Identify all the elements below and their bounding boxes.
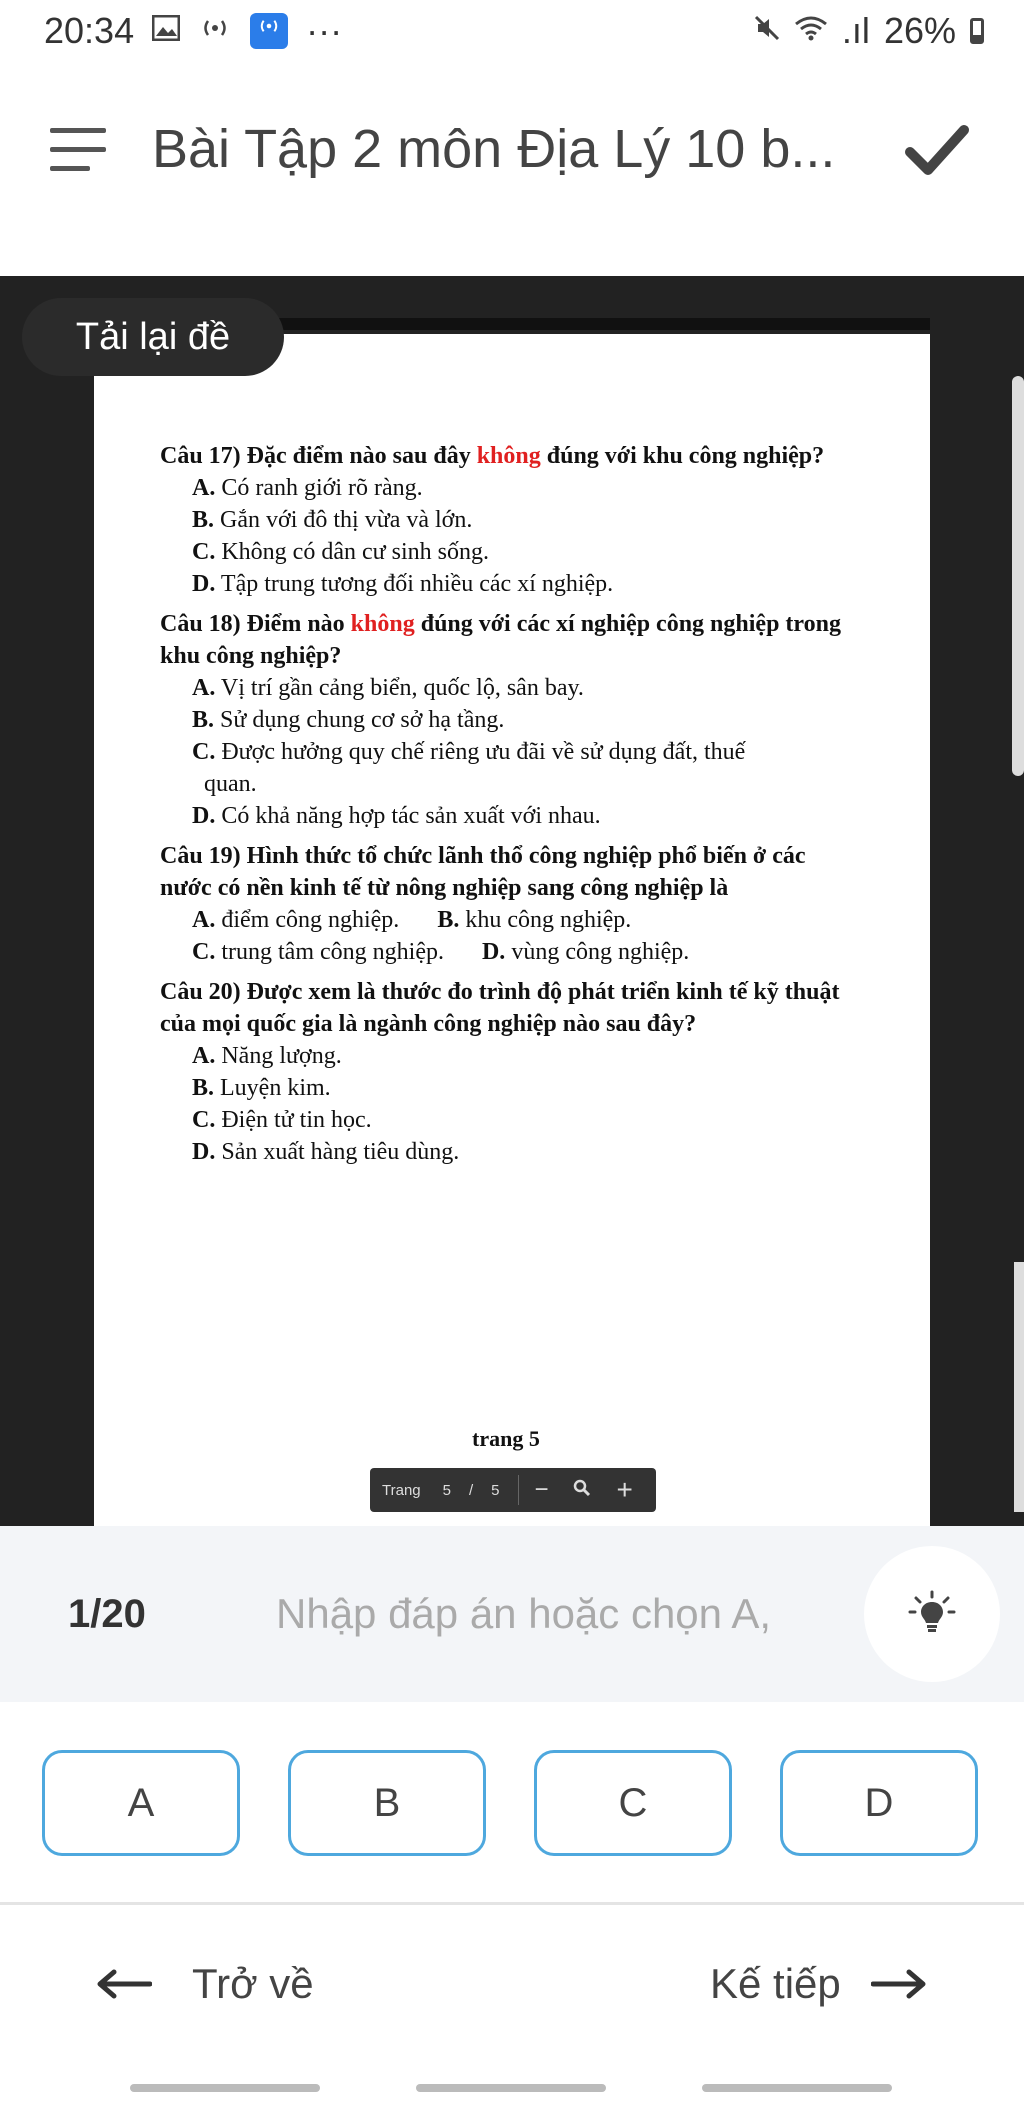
pager-divider [518, 1475, 519, 1505]
hotspot-icon [198, 15, 232, 48]
zoom-out-button[interactable]: − [534, 1476, 549, 1503]
option: A. Có ranh giới rõ ràng. [192, 475, 423, 501]
option: C. Điện tử tin học. [192, 1107, 372, 1133]
lightbulb-icon [908, 1590, 956, 1638]
question-counter: 1/20 [68, 1592, 146, 1636]
option-row: C. trung tâm công nghiệp. D. vùng công nghiệp. [192, 939, 690, 965]
choice-d-button[interactable]: D [780, 1750, 978, 1856]
page-title: Bài Tập 2 môn Địa Lý 10 b... [152, 119, 836, 179]
status-bar [0, 0, 1024, 62]
pager-current[interactable]: 5 [442, 1481, 451, 1499]
arrow-right-icon [871, 1969, 927, 1999]
exam-content [160, 432, 860, 1168]
option: B. Luyện kim. [192, 1075, 331, 1101]
pager-separator: / [468, 1481, 474, 1499]
choice-b-button[interactable]: B [288, 1750, 486, 1856]
page-top-edge [250, 318, 930, 330]
battery-level: 26% [883, 10, 956, 51]
clock: 20:34 [44, 10, 135, 51]
option-continuation: quan. [204, 771, 257, 797]
page-footer: trang 5 [472, 1426, 540, 1451]
option: B. Gắn với đô thị vừa và lớn. [192, 507, 473, 533]
arrow-left-icon [96, 1969, 152, 1999]
answer-input[interactable] [276, 1584, 836, 1644]
option: D. Sản xuất hàng tiêu dùng. [192, 1139, 460, 1165]
reload-exam-button[interactable]: Tải lại đề [22, 298, 284, 376]
option-row: A. điểm công nghiệp. B. khu công nghiệp. [192, 907, 632, 933]
wifi-icon [794, 15, 828, 48]
option: A. Năng lượng. [192, 1043, 342, 1069]
battery-icon [970, 18, 984, 44]
choice-a-button[interactable]: A [42, 1750, 240, 1856]
zoom-icon[interactable] [573, 1479, 591, 1502]
zoom-in-button[interactable]: + [616, 1474, 633, 1505]
mute-icon [754, 15, 780, 48]
option: C. Không có dân cư sinh sống. [192, 539, 489, 565]
pager-total: 5 [491, 1481, 500, 1499]
next-button[interactable] [710, 1960, 927, 2008]
option: D. Tập trung tương đối nhiều các xí nghiệp. [192, 571, 614, 597]
gallery-icon [152, 15, 180, 48]
back-label: Trở về [192, 1960, 314, 2007]
next-label: Kế tiếp [710, 1960, 841, 2007]
option: A. Vị trí gần cảng biển, quốc lộ, sân bay. [192, 675, 584, 701]
signal-icon: .ıl [841, 10, 870, 51]
scrollbar[interactable] [1012, 376, 1024, 776]
pager-label: Trang [382, 1481, 421, 1499]
option: B. Sử dụng chung cơ sở hạ tầng. [192, 707, 505, 733]
more-notifications-icon: ··· [306, 10, 343, 51]
question-19: Câu 19) Hình thức tổ chức lãnh thổ công nghiệp phổ biến ở các nước có nền kinh tế từ nông nghiệp sang công nghiệp là [160, 843, 806, 901]
gesture-bar-center [416, 2084, 606, 2092]
hint-button[interactable] [864, 1546, 1000, 1682]
pager-toolbar [370, 1468, 656, 1512]
hotspot-active-icon [250, 13, 288, 49]
submit-check-icon[interactable] [904, 120, 970, 180]
question-20: Câu 20) Được xem là thước đo trình độ phát triển kinh tế kỹ thuật của mọi quốc gia là ngành công nghiệp nào sau đây? [160, 979, 840, 1037]
gesture-bar-right [702, 2084, 892, 2092]
divider [0, 1902, 1024, 1905]
question-18: Câu 18) Điểm nào không đúng với các xí nghiệp công nghiệp trong khu công nghiệp? [160, 611, 841, 669]
question-17: Câu 17) Đặc điểm nào sau đây không đúng với khu công nghiệp? [160, 443, 825, 469]
menu-icon[interactable] [50, 128, 106, 172]
option: C. Được hưởng quy chế riêng ưu đãi về sử dụng đất, thuế [192, 739, 746, 765]
scrollbar-secondary[interactable] [1014, 1262, 1024, 1512]
option: D. Có khả năng hợp tác sản xuất với nhau. [192, 803, 601, 829]
back-button[interactable] [96, 1960, 314, 2008]
choice-c-button[interactable]: C [534, 1750, 732, 1856]
gesture-bar-left [130, 2084, 320, 2092]
